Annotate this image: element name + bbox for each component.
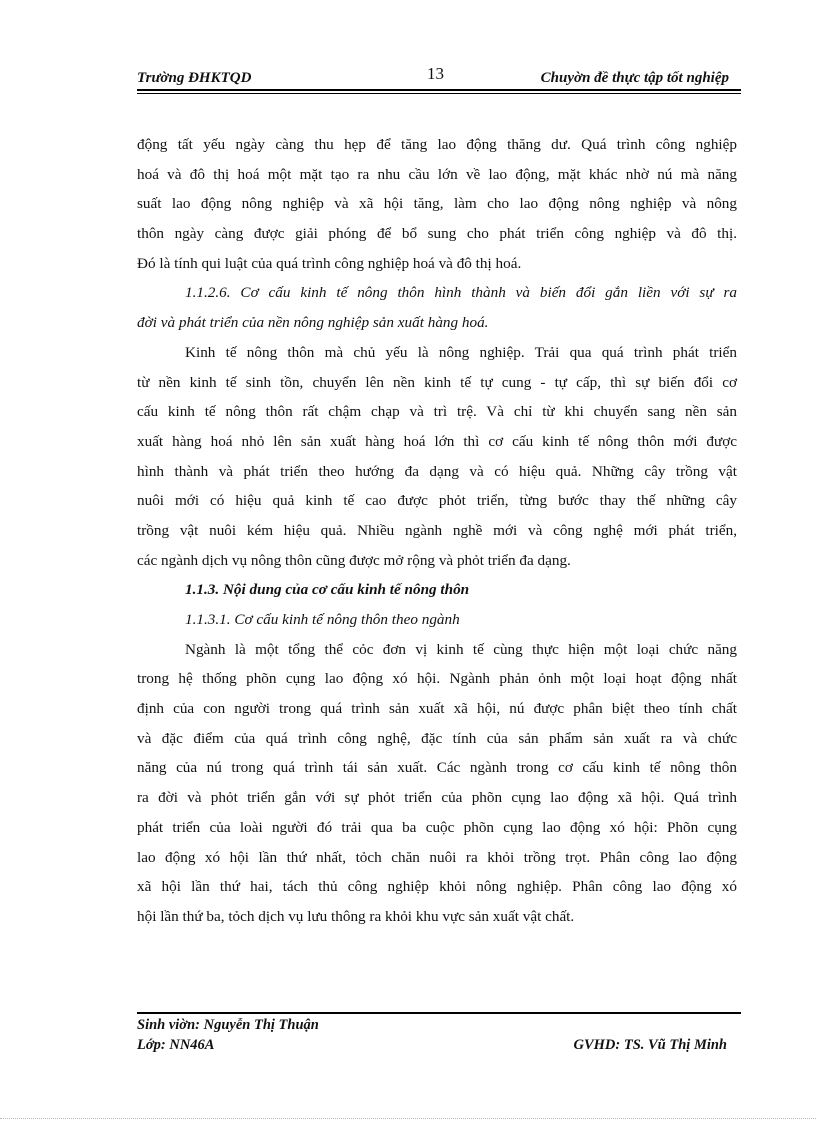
header-rule-thick	[137, 89, 741, 91]
paragraph-line: hội lần thứ ba, tỏch dịch vụ lưu thông ra khỏi khu vực sản xuất vật chất.	[137, 907, 575, 925]
section-heading-1-1-2-6-cont: đời và phát triển của nền nông nghiệp sản xuất hàng hoá.	[137, 314, 489, 332]
body-text	[137, 130, 737, 932]
paragraph-line: Đó là tính qui luật của quá trình công nghiệp hoá và đô thị hoá.	[137, 254, 522, 272]
page-bottom-dotted-edge	[0, 1118, 816, 1119]
paragraph-line: nuôi mới có hiệu quả kinh tế cao được phỏt triển, từng bước thay thế những cây	[137, 492, 737, 510]
page-number: 13	[427, 64, 444, 83]
paragraph-line: các ngành dịch vụ nông thôn cũng được mở rộng và phỏt triển đa dạng.	[137, 551, 571, 569]
paragraph-line: năng của nú trong quá trình tái sản xuất. Các ngành trong cơ cấu kinh tế nông thôn	[137, 759, 737, 777]
footer-rule	[137, 1012, 741, 1014]
paragraph-line: định của con người trong quá trình sản xuất xã hội, nú được phân biệt theo tính chất	[137, 700, 737, 718]
header-doc-title: Chuyờn đề thực tập tốt nghiệp	[540, 70, 729, 86]
header-rule-thin	[137, 93, 741, 94]
section-heading-1-1-3: 1.1.3. Nội dung của cơ cấu kinh tế nông thôn	[185, 581, 470, 599]
paragraph-line: và đặc điểm của quá trình công nghệ, đặc tính của sản phẩm sản xuất ra và chức	[137, 729, 737, 747]
paragraph-line: suất lao động nông nghiệp và xã hội tăng, làm cho lao động nông nghiệp và nông	[137, 195, 737, 213]
page-footer	[137, 1017, 741, 1061]
paragraph-line: lao động xó hội lần thứ nhất, tỏch chăn nuôi ra khỏi trồng trọt. Phân công lao động	[137, 848, 737, 866]
paragraph-line: xuất hàng hoá nhỏ lên sản xuất hàng hoá lớn thì cơ cấu kinh tế nông thôn mới được	[137, 432, 737, 450]
paragraph-line: hoá và đô thị hoá một mặt tạo ra nhu cầu lớn về lao động, mặt khác nhờ nú mà năng	[137, 165, 737, 183]
paragraph-line: Ngành là một tổng thể cỏc đơn vị kinh tế cùng thực hiện một loại chức năng	[185, 640, 737, 658]
footer-advisor: GVHD: TS. Vũ Thị Minh	[573, 1037, 727, 1053]
paragraph-line: Kinh tế nông thôn mà chủ yếu là nông nghiệp. Trải qua quá trình phát triển	[185, 343, 737, 361]
header-school: Trường ĐHKTQD	[137, 70, 252, 86]
footer-student: Sinh viờn: Nguyễn Thị Thuận	[137, 1017, 319, 1033]
paragraph-line: hình thành và phát triển theo hướng đa dạng và có hiệu quả. Những cây trồng vật	[137, 462, 737, 480]
paragraph-line: trồng vật nuôi kém hiệu quả. Nhiều ngành nghề mới và công nghệ mới phát triển,	[137, 521, 737, 539]
paragraph-line: xã hội lần thứ hai, tách thủ công nghiệp khỏi nông nghiệp. Phân công lao động xó	[137, 878, 737, 896]
footer-class: Lớp: NN46A	[137, 1037, 215, 1053]
paragraph-line: phát triển của loài người đó trải qua ba cuộc phõn cụng lao động xó hội: Phõn cụng	[137, 818, 737, 836]
paragraph-line: trong hệ thống phõn cụng lao động xó hội. Ngành phản ỏnh một loại hoạt động nhất	[137, 670, 737, 688]
paragraph-line: thôn ngày càng được giải phóng để bổ sung cho phát triển công nghiệp và đô thị.	[137, 225, 737, 243]
section-heading-1-1-3-1: 1.1.3.1. Cơ cấu kinh tế nông thôn theo ngành	[185, 611, 460, 628]
paragraph-line: ra đời và phỏt triển gắn với sự phỏt triển của phõn cụng lao động xã hội. Quá trình	[137, 789, 737, 807]
section-heading-1-1-2-6: 1.1.2.6. Cơ cấu kinh tế nông thôn hình thành và biến đổi gắn liền với sự ra	[185, 284, 737, 302]
page-header	[137, 64, 741, 92]
paragraph-line: từ nền kinh tế sinh tồn, chuyển lên nền kinh tế tự cung - tự cấp, thì sự biến đổi cơ	[137, 373, 737, 391]
paragraph-line: cấu kinh tế nông thôn rất chậm chạp và trì trệ. Và chỉ từ khi chuyển sang nền sản	[137, 403, 737, 421]
paragraph-line: động tất yếu ngày càng thu hẹp để tăng lao động thăng dư. Quá trình công nghiệp	[137, 136, 737, 153]
